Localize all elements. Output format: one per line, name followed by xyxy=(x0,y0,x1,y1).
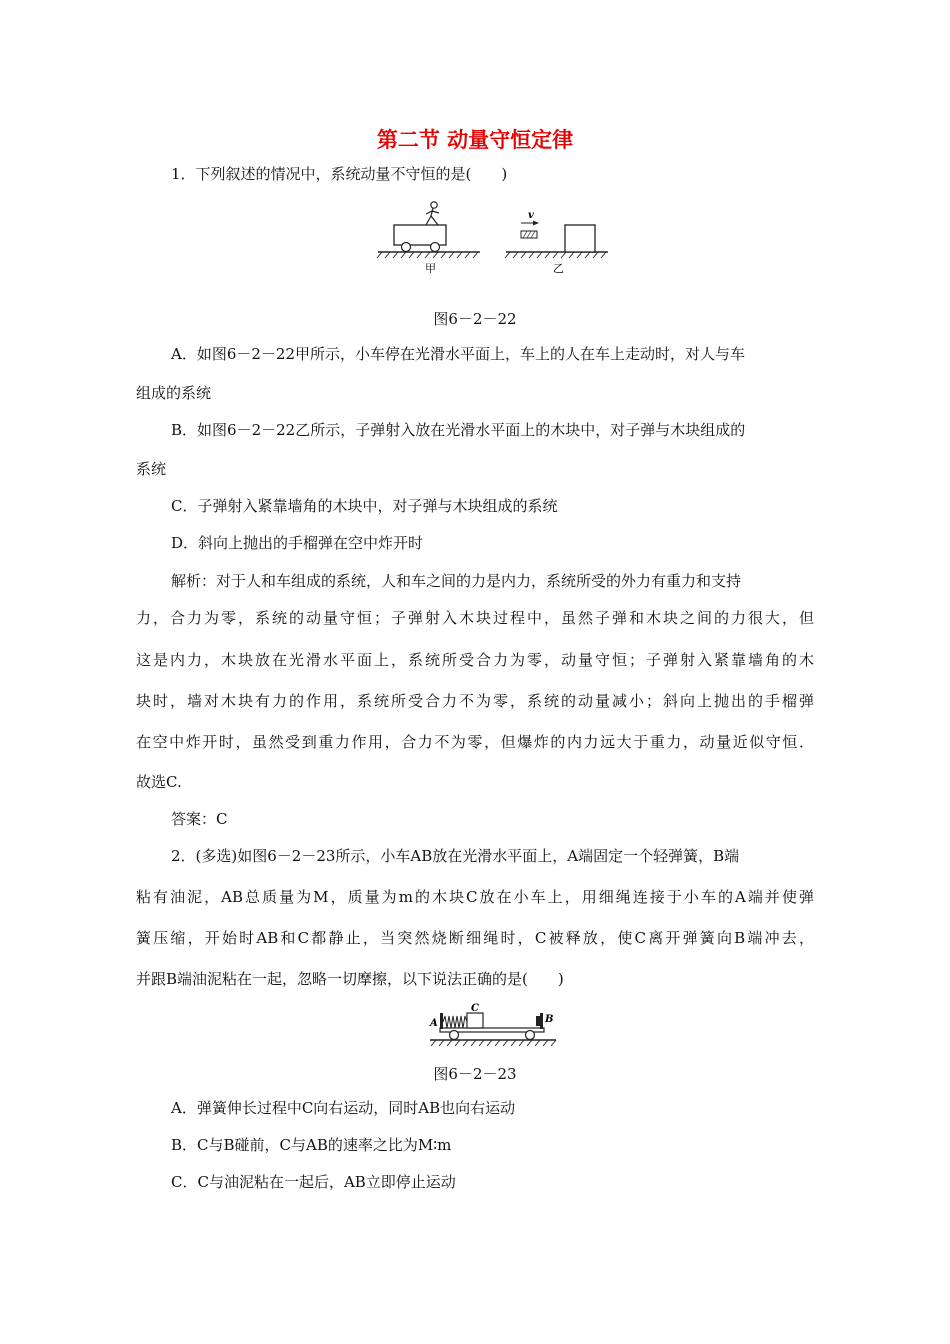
q1-analysis-line5: 在空中炸开时，虽然受到重力作用，合力不为零，但爆炸的内力远大于重力，动量近似守恒． xyxy=(136,733,814,751)
q1-analysis-line1: 解析：对于人和车组成的系统，人和车之间的力是内力，系统所受的外力有重力和支持 xyxy=(171,572,742,590)
page-title: 第二节 动量守恒定律 xyxy=(376,128,574,152)
q1-option-a-line1: A．如图6－2－22甲所示，小车停在光滑水平面上，车上的人在车上走动时，对人与车 xyxy=(171,345,746,363)
figure-caption-6-2-23: 图6－2－23 xyxy=(433,1065,517,1083)
q1-option-a-line2: 组成的系统 xyxy=(136,384,212,402)
figure-6-2-23 xyxy=(428,1000,558,1052)
q2-option-b: B．C与B碰前，C与AB的速率之比为M∶m xyxy=(171,1136,452,1154)
q1-option-b-line1: B．如图6－2－22乙所示，子弹射入放在光滑水平面上的木块中，对子弹与木块组成的 xyxy=(171,421,746,439)
label-yi: 乙 xyxy=(553,262,564,275)
q1-option-d: D．斜向上抛出的手榴弹在空中炸开时 xyxy=(171,534,424,552)
velocity-label: v xyxy=(528,210,534,221)
q2-option-c: C．C与油泥粘在一起后，AB立即停止运动 xyxy=(171,1173,456,1191)
q2-stem-line2: 粘有油泥，AB总质量为M，质量为m的木块C放在小车上，用细绳连接于小车的A端并使弹 xyxy=(136,888,814,906)
figure-caption-6-2-22: 图6－2－22 xyxy=(433,310,517,328)
figure-6-2-22 xyxy=(372,196,632,276)
q1-analysis-line2: 力，合力为零，系统的动量守恒；子弹射入木块过程中，虽然子弹和木块之间的力很大，但 xyxy=(136,609,814,627)
label-c: C xyxy=(471,1003,479,1014)
q1-analysis-line3: 这是内力，木块放在光滑水平面上，系统所受合力为零，动量守恒；子弹射入紧靠墙角的木 xyxy=(136,651,814,669)
q2-stem-line4: 并跟B端油泥粘在一起，忽略一切摩擦，以下说法正确的是( ) xyxy=(136,970,564,988)
label-b: B xyxy=(545,1014,554,1025)
q2-stem-line1: 2．(多选)如图6－2－23所示，小车AB放在光滑水平面上，A端固定一个轻弹簧，B端 xyxy=(171,847,740,865)
q1-answer: 答案：C xyxy=(171,810,228,828)
q1-analysis-line4: 块时，墙对木块有力的作用，系统所受合力不为零，系统的动量减小；斜向上抛出的手榴弹 xyxy=(136,692,814,710)
q2-option-a: A．弹簧伸长过程中C向右运动，同时AB也向右运动 xyxy=(171,1099,516,1117)
label-jia: 甲 xyxy=(425,262,436,275)
q1-option-b-line2: 系统 xyxy=(136,460,167,478)
label-a: A xyxy=(430,1018,438,1029)
q2-stem-line3: 簧压缩，开始时AB和C都静止，当突然烧断细绳时，C被释放，使C离开弹簧向B端冲去， xyxy=(136,929,814,947)
q1-stem: 1．下列叙述的情况中，系统动量不守恒的是( ) xyxy=(171,165,508,183)
q1-option-c: C．子弹射入紧靠墙角的木块中，对子弹与木块组成的系统 xyxy=(171,497,558,515)
q1-analysis-line6: 故选C. xyxy=(136,773,182,791)
